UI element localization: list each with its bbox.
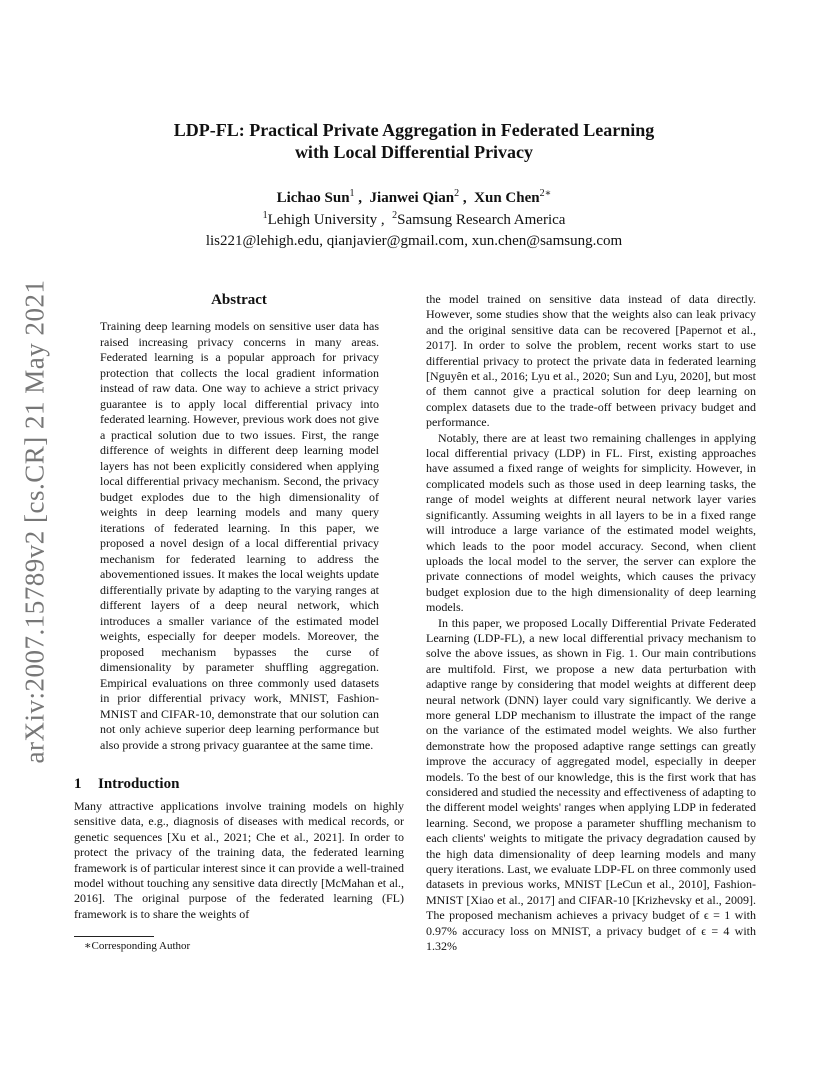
author-mark: 2∗	[539, 188, 552, 199]
abstract-text: Training deep learning models on sensitive user data has raised increasing privacy concerns in many areas. Federated learning is a popular approach for privacy protection that collects the local gradient information instead of raw data. One way to achieve a strict privacy guarantee is to apply local differential privacy into federated learning. However, previous work does not give a practical solution due to two issues. First, the range difference of weights in different deep learning model layers has not been explicitly considered when applying local differential privacy mechanism. Second, the privacy budget explodes due to the high dimensionality of weights in deep learning models and many query iterations of federated learning. In this paper, we proposed a novel design of a local differential privacy mechanism for federated learning to address the abovementioned issues. It makes the local weights update differentially private by adapting to the varying ranges at different layers of a deep neural network, which introduces a smaller variance of the estimated model weights, especially for deeper models. Moreover, the proposed mechanism bypasses the curse of dimensionality by parameter shuffling aggregation. Empirical evaluations on three commonly used datasets in prior differential privacy work, MNIST, Fashion-MNIST and CIFAR-10, demonstrate that our solution can not only achieve superior deep learning performance but also provide a strong privacy guarantee at the same time.	[100, 319, 379, 752]
author-name: Jianwei Qian	[369, 190, 455, 206]
author-name: Lichao Sun	[276, 190, 350, 206]
author-name: Xun Chen	[474, 190, 540, 206]
author-emails: lis221@lehigh.edu, qianjavier@gmail.com, xun.chen@samsung.com	[205, 233, 623, 249]
title-line-1: LDP-FL: Practical Private Aggregation in Federated Learning	[173, 120, 655, 140]
author-list: Lichao Sun$^1$ , Jianwei Qian$^2$ , Xun Chen$^{2∗}$	[276, 188, 552, 206]
author-mark: 1	[349, 188, 355, 199]
affiliation-name: Lehigh University	[267, 212, 378, 228]
affiliations: $^1$Lehigh University , $^2$Samsung Research America	[262, 210, 566, 228]
section-number: 1	[74, 776, 82, 792]
author-mark: 2	[454, 188, 460, 199]
introduction-heading	[74, 775, 404, 793]
intro-paragraph-3: In this paper, we proposed Locally Differential Private Federated Learning (LDP-FL), a new local differential privacy mechanism to solve the above issues, as shown in Fig. 1. Our main contributions are multifold. First, we propose a new data perturbation with adaptive range by considering that model weights at different deep neural network (DNN) layer could vary significantly. We derive a more general LDP mechanism to illustrate the impact of the range on the variance of the estimated model weights. We also further demonstrate how the proposed adaptive range settings can greatly improve the accuracy of aggregated model, especially in deeper models. To the best of our knowledge, this is the first work that has considered and studied the necessity and effectiveness of adapting to the different model weights' ranges when applying LDP in federated learning. Second, we propose a parameter shuffling mechanism to each clients' weights to mitigate the privacy degradation caused by the high data dimensionality of deep learning models and many query iterations. Last, we evaluate LDP-FL on three commonly used datasets in previous works, MNIST [LeCun et al., 2010], Fashion-MNIST [Xiao et al., 2017] and CIFAR-10 [Krizhevsky et al., 2009]. The proposed mechanism achieves a privacy budget of ϵ = 1 with 0.97% accuracy loss on MNIST, a privacy budget of ϵ = 4 with 1.32%	[426, 615, 757, 954]
paper-title	[100, 119, 728, 163]
arxiv-identifier: arXiv:2007.15789v2 [cs.CR] 21 May 2021	[19, 279, 50, 763]
affiliation-name: Samsung Research America	[397, 212, 566, 228]
left-column	[74, 290, 404, 922]
right-column	[426, 292, 756, 954]
section-title: Introduction	[98, 776, 180, 792]
footnote-corresponding-author: ∗Corresponding Author	[84, 940, 191, 952]
intro-paragraph-1-continued: the model trained on sensitive data instead of data directly. However, some studies show that the weights also can leak privacy and the original sensitive data can be recovered [Papernot et al., 2017]. In order to solve the problem, recent works start to use differential privacy to protect the private data in federated learning [Nguyên et al., 2016; Lyu et al., 2020; Sun and Lyu, 2020], but most of them cannot give a practical solution for deep learning on complex datasets due to the trade-off between privacy budget and performance.	[426, 292, 756, 430]
intro-paragraph-2: Notably, there are at least two remaining challenges in applying local differential privacy (LDP) in FL. First, existing approaches have assumed a fixed range of weights for simplicity. However, in complicated models such as those used in deep learning tasks, the range of model weights at different neural network layer varies significantly. Assuming weights in all layers to be in a fixed range will introduce a large variance of the estimated model weights, which leads to the poor model accuracy. Second, when client uploads the local model to the server, the server can explore the private connections of model weights, which causes the privacy budget explosion due to the high dimensionality of deep learning models.	[426, 430, 756, 615]
affiliation-mark: 1	[262, 210, 268, 221]
intro-paragraph-1: Many attractive applications involve training models on highly sensitive data, e.g., diagnosis of diseases with medical records, or genetic sequences [Xu et al., 2021; Che et al., 2021]. In order to protect the privacy of the training data, the federated learning framework is of particular interest since it can provide a well-trained model without touching any sensitive data directly [McMahan et al., 2016]. The original purpose of the federated learning (FL) framework is to share the weights of	[74, 799, 404, 921]
footnote-divider	[74, 936, 154, 937]
affiliation-mark: 2	[392, 210, 398, 221]
title-line-2: with Local Differential Privacy	[294, 142, 534, 162]
arxiv-identifier-sidebar	[19, 279, 50, 763]
abstract-heading: Abstract	[211, 292, 267, 308]
